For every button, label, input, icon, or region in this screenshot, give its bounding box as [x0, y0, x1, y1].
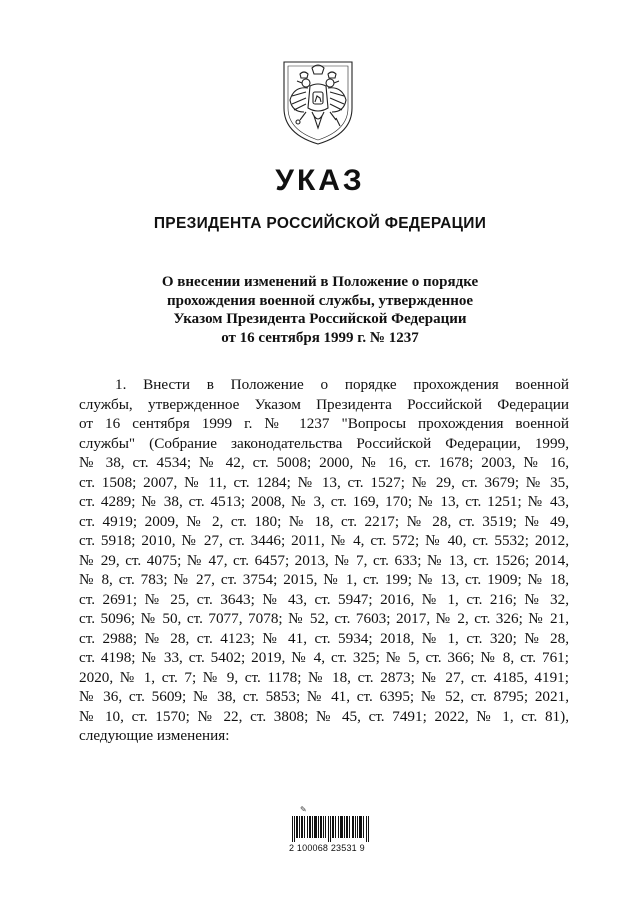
- barcode-image: [292, 816, 370, 842]
- heading-line: Указом Президента Российской Федерации: [173, 311, 467, 327]
- body-line: ст. 1508; 2007, № 11, ст. 1284; № 13, ст. 1527; № 29, ст. 3679; № 35,: [79, 473, 569, 491]
- body-line: № 8, ст. 783; № 27, ст. 3754; 2015, № 1, ст. 199; № 13, ст. 1909; № 18,: [79, 571, 569, 588]
- body-line: ст. 4198; № 33, ст. 5402; 2019, № 4, ст. 325; № 5, ст. 366; № 8, ст. 761;: [79, 649, 569, 666]
- barcode-number: 2 100068 23531 9: [289, 843, 365, 853]
- body-line: следующие изменения:: [79, 727, 230, 744]
- body-line: ст. 5918; 2010, № 27, ст. 3446; 2011, № 4, ст. 572; № 40, ст. 5532; 2012,: [79, 532, 569, 549]
- heading-line: О внесении изменений в Положение о порядке: [161, 274, 479, 290]
- heading-line: от 16 сентября 1999 г. № 1237: [221, 329, 419, 346]
- decree-heading: [80, 273, 560, 347]
- body-line: ст. 5096; № 50, ст. 7077, 7078; № 52, ст. 7603; 2017, № 2, ст. 326; № 21,: [79, 610, 569, 627]
- body-line: № 10, ст. 1570; № 22, ст. 3808; № 45, ст. 7491; 2022, № 1, ст. 81),: [79, 707, 569, 725]
- heading-line: прохождения военной службы, утвержденное: [166, 292, 474, 309]
- body-line: № 38, ст. 4534; № 42, ст. 5008; 2000, № 16, ст. 1678; 2003, № 16,: [79, 454, 569, 471]
- coat-of-arms-emblem: [276, 56, 360, 148]
- body-line: ст. 2691; № 25, ст. 3643; № 43, ст. 5947; 2016, № 1, ст. 216; № 32,: [79, 590, 569, 608]
- body-line: № 29, ст. 4075; № 47, ст. 6457; 2013, № 7, ст. 633; № 13, ст. 1526; 2014,: [79, 551, 569, 569]
- document-title: УКАЗ: [275, 164, 365, 197]
- body-line: от 16 сентября 1999 г. № 1237 "Вопросы прохождения военной: [79, 415, 569, 432]
- body-line: службы, утвержденное Указом Президента Российской Федерации: [79, 395, 569, 413]
- body-line: 1. Внести в Положение о порядке прохождения военной: [115, 376, 569, 393]
- body-line: ст. 4919; 2009, № 2, ст. 180; № 18, ст. 2217; № 28, ст. 3519; № 49,: [79, 512, 569, 530]
- body-line: ст. 2988; № 28, ст. 4123; № 41, ст. 5934; 2018, № 1, ст. 320; № 28,: [79, 629, 569, 647]
- body-line: № 36, ст. 5609; № 38, ст. 5853; № 41, ст. 6395; № 52, ст. 8795; 2021,: [79, 688, 569, 705]
- body-line: службы" (Собрание законодательства Российской Федерации, 1999,: [79, 434, 569, 452]
- body-line: ст. 4289; № 38, ст. 4513; 2008, № 3, ст. 169, 170; № 13, ст. 1251; № 43,: [79, 493, 569, 510]
- stamp-mark: ✎: [300, 805, 307, 814]
- body-line: 2020, № 1, ст. 7; № 9, ст. 1178; № 18, ст. 2873; № 27, ст. 4185, 4191;: [79, 668, 569, 686]
- document-subtitle: ПРЕЗИДЕНТА РОССИЙСКОЙ ФЕДЕРАЦИИ: [153, 215, 487, 232]
- decree-body: [79, 375, 569, 746]
